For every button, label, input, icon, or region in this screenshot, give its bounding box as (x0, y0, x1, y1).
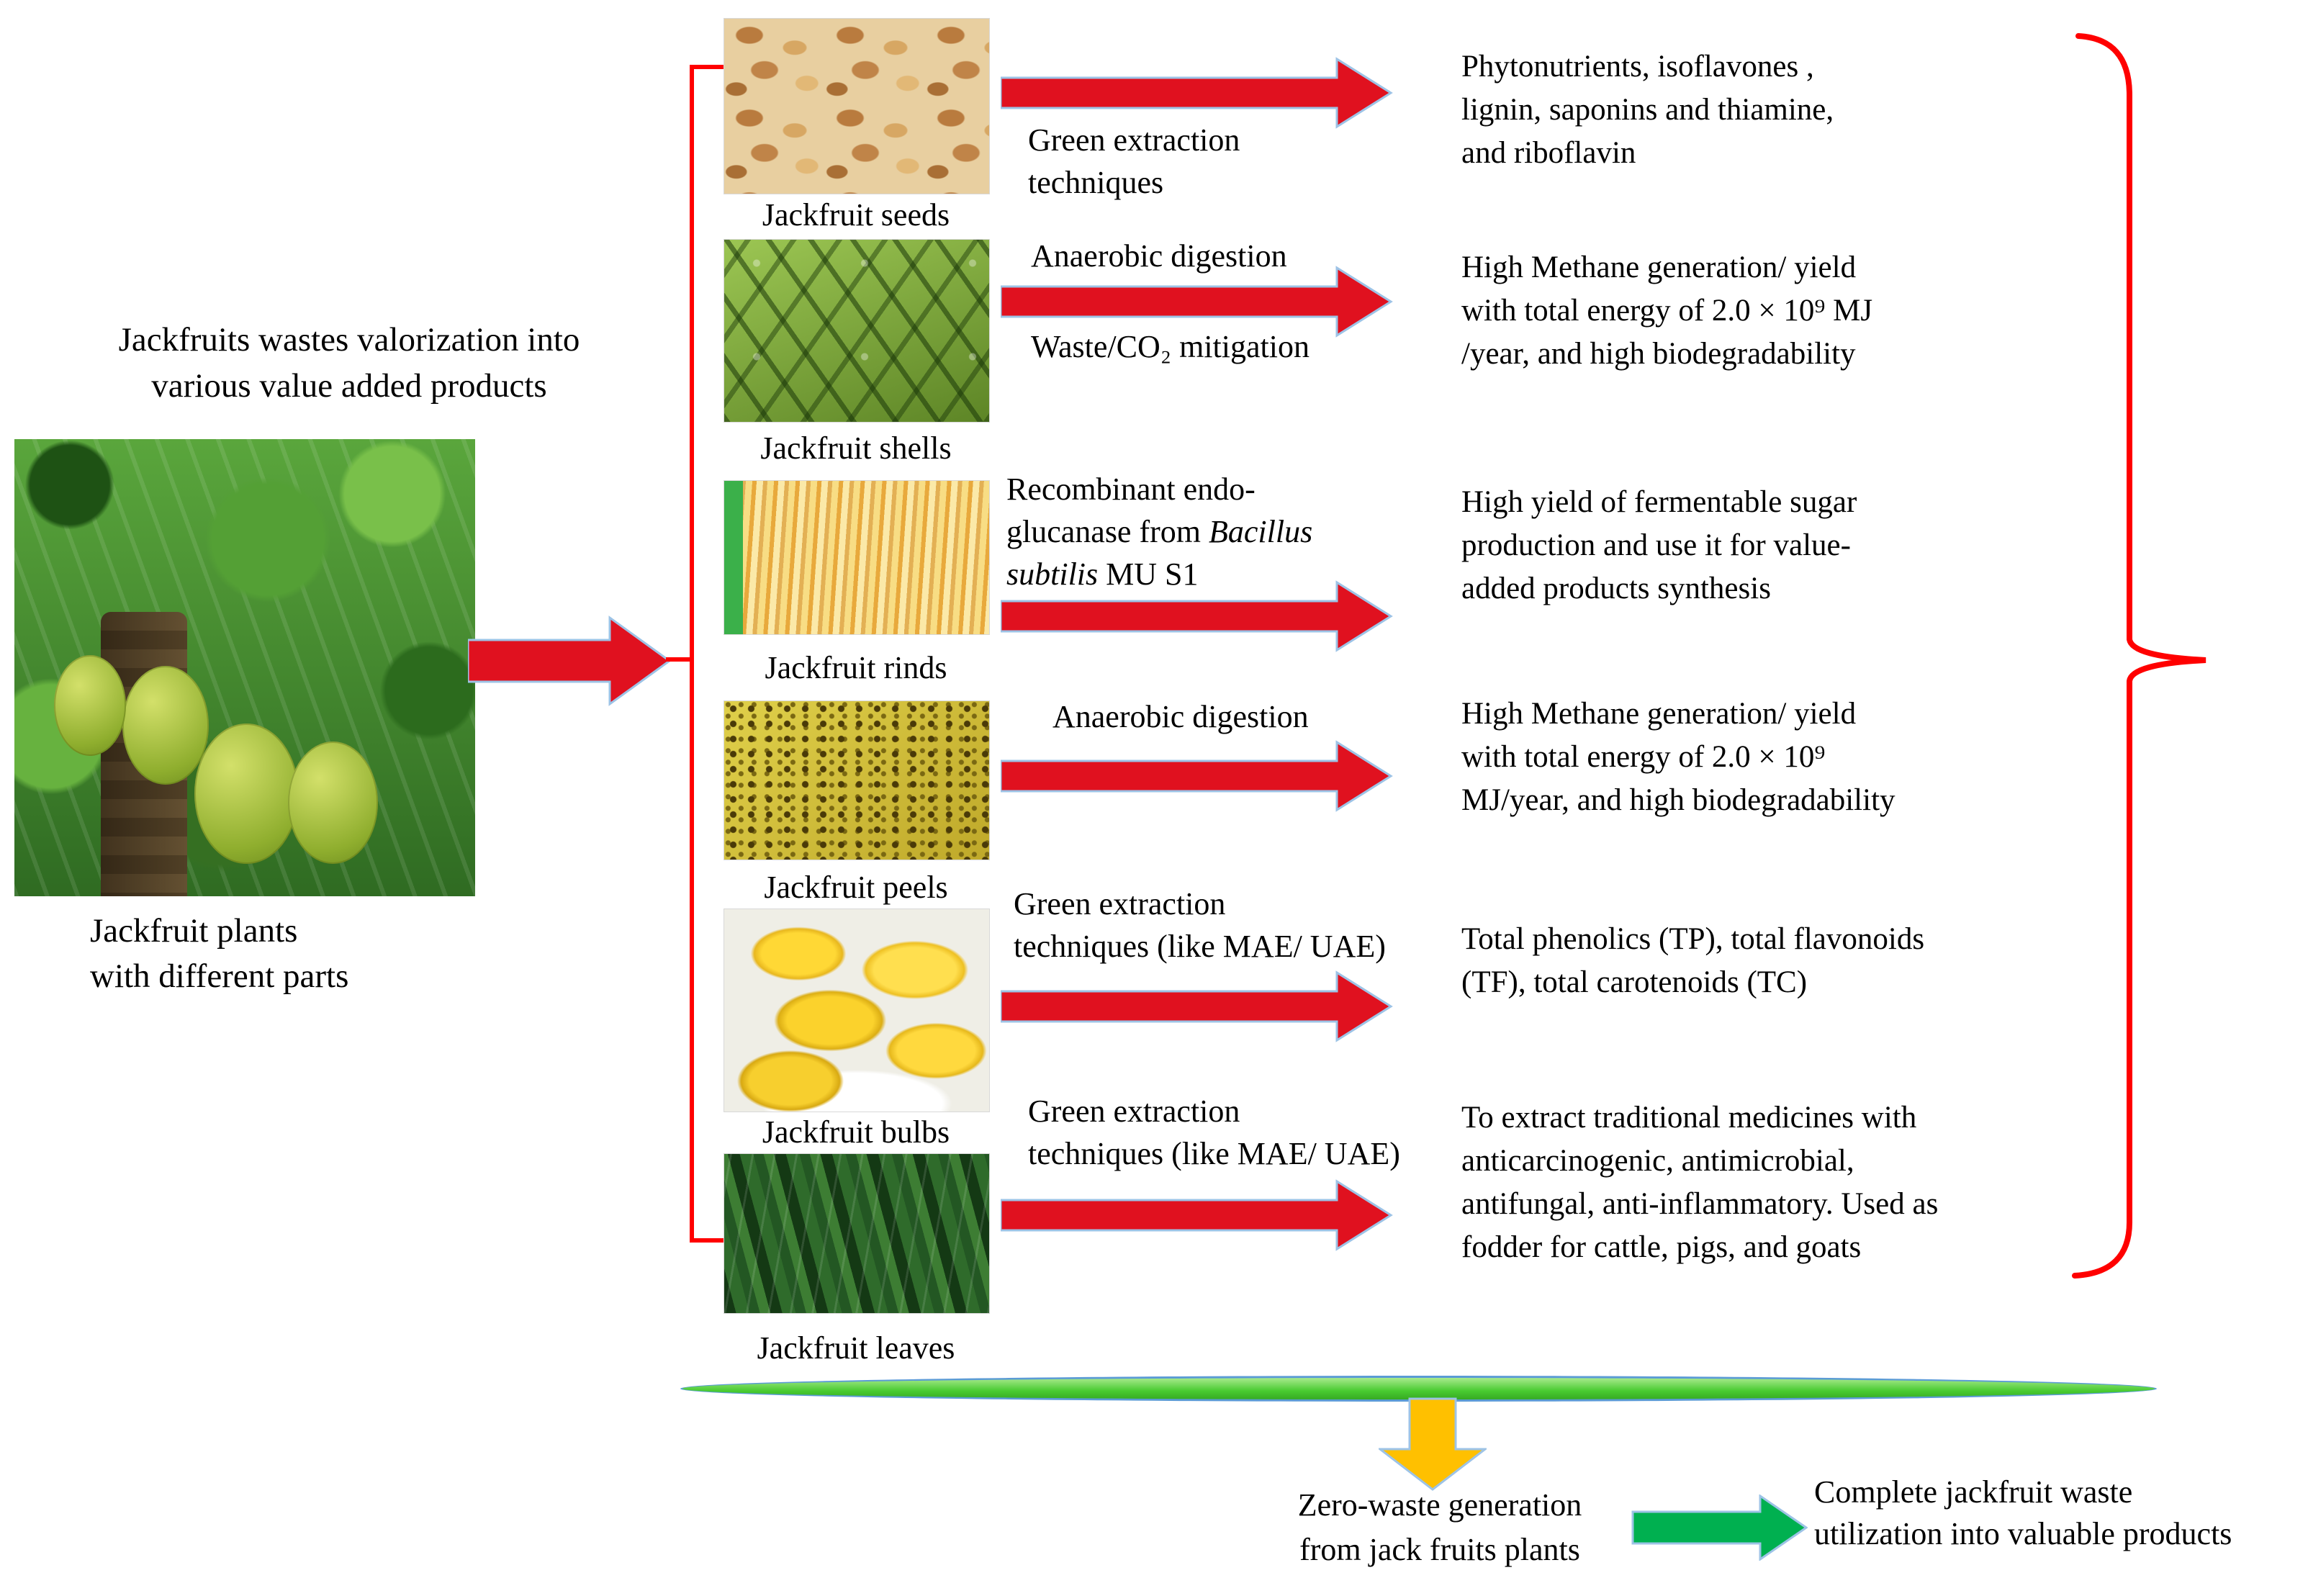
jackfruit-bulbs-photo (723, 909, 990, 1112)
jackfruit-on-tree (54, 655, 126, 756)
label-jackfruit-shells: Jackfruit shells (760, 430, 952, 466)
outcome-text-shells: High Methane generation/ yield with total energy of 2.0 × 10⁹ MJ /year, and high biodegradability (1461, 251, 1873, 371)
zero-waste-text: Zero-waste generation from jack fruits plants (1297, 1487, 1582, 1567)
jackfruit-seeds-photo (723, 18, 990, 194)
outcome-text-peels: High Methane generation/ yield with total energy of 2.0 × 10⁹ MJ/year, and high biodegradability (1461, 697, 1895, 817)
process-text-peels: Anaerobic digestion (1052, 699, 1309, 734)
label-jackfruit-seeds: Jackfruit seeds (762, 197, 950, 233)
process-text-bulbs: Green extraction techniques (like MAE/ UAE) (1014, 886, 1386, 964)
process-arrow-seeds (1001, 57, 1393, 129)
jackfruit-on-tree (122, 666, 209, 785)
outcome-text-leaves: To extract traditional medicines with anticarcinogenic, antimicrobial, antifungal, anti-inflammatory. Used as fodder for cattle, pigs, and goats (1461, 1101, 1939, 1264)
jackfruit-on-tree (194, 723, 299, 864)
process-text-leaves: Green extraction techniques (like MAE/ UAE) (1028, 1094, 1400, 1171)
process-text-shells-above: Anaerobic digestion (1031, 238, 1287, 274)
process-text-shells-below: Waste/CO₂ mitigation (1031, 329, 1309, 364)
tree-photo-caption: Jackfruit plants with different parts (90, 912, 349, 995)
label-jackfruit-bulbs: Jackfruit bulbs (762, 1114, 950, 1150)
forward-green-arrow (1631, 1494, 1808, 1561)
jackfruit-shells-photo (723, 239, 990, 423)
label-jackfruit-peels: Jackfruit peels (764, 870, 948, 905)
outcome-text-rinds: High yield of fermentable sugar production and use it for value- added products synthesis (1461, 485, 1857, 605)
right-curly-brace (2075, 36, 2206, 1276)
process-text-seeds: Green extraction techniques (1028, 122, 1240, 200)
main-flow-arrow (468, 614, 673, 708)
jackfruit-rinds-photo (723, 480, 990, 635)
down-arrow (1379, 1397, 1487, 1491)
jackfruit-on-tree (288, 741, 378, 864)
jackfruit-peels-photo (723, 700, 990, 860)
label-jackfruit-leaves: Jackfruit leaves (757, 1330, 955, 1366)
process-text-rinds: Recombinant endo- glucanase from Bacillus subtilis MU S1 (1006, 472, 1313, 592)
process-arrow-bulbs (1001, 970, 1393, 1042)
jackfruit-leaves-photo (723, 1153, 990, 1314)
process-arrow-leaves (1001, 1179, 1393, 1251)
jackfruit-tree-photo (14, 439, 475, 896)
process-arrow-peels (1001, 740, 1393, 812)
diagram-title: Jackfruits wastes valorization into various value added products (118, 321, 580, 405)
complete-utilization-text: Complete jackfruit waste utilization into valuable products (1814, 1474, 2232, 1551)
label-jackfruit-rinds: Jackfruit rinds (765, 650, 947, 685)
outcome-text-bulbs: Total phenolics (TP), total flavonoids (TF), total carotenoids (TC) (1461, 922, 1925, 999)
outcome-text-seeds: Phytonutrients, isoflavones , lignin, saponins and thiamine, and riboflavin (1461, 50, 1834, 170)
